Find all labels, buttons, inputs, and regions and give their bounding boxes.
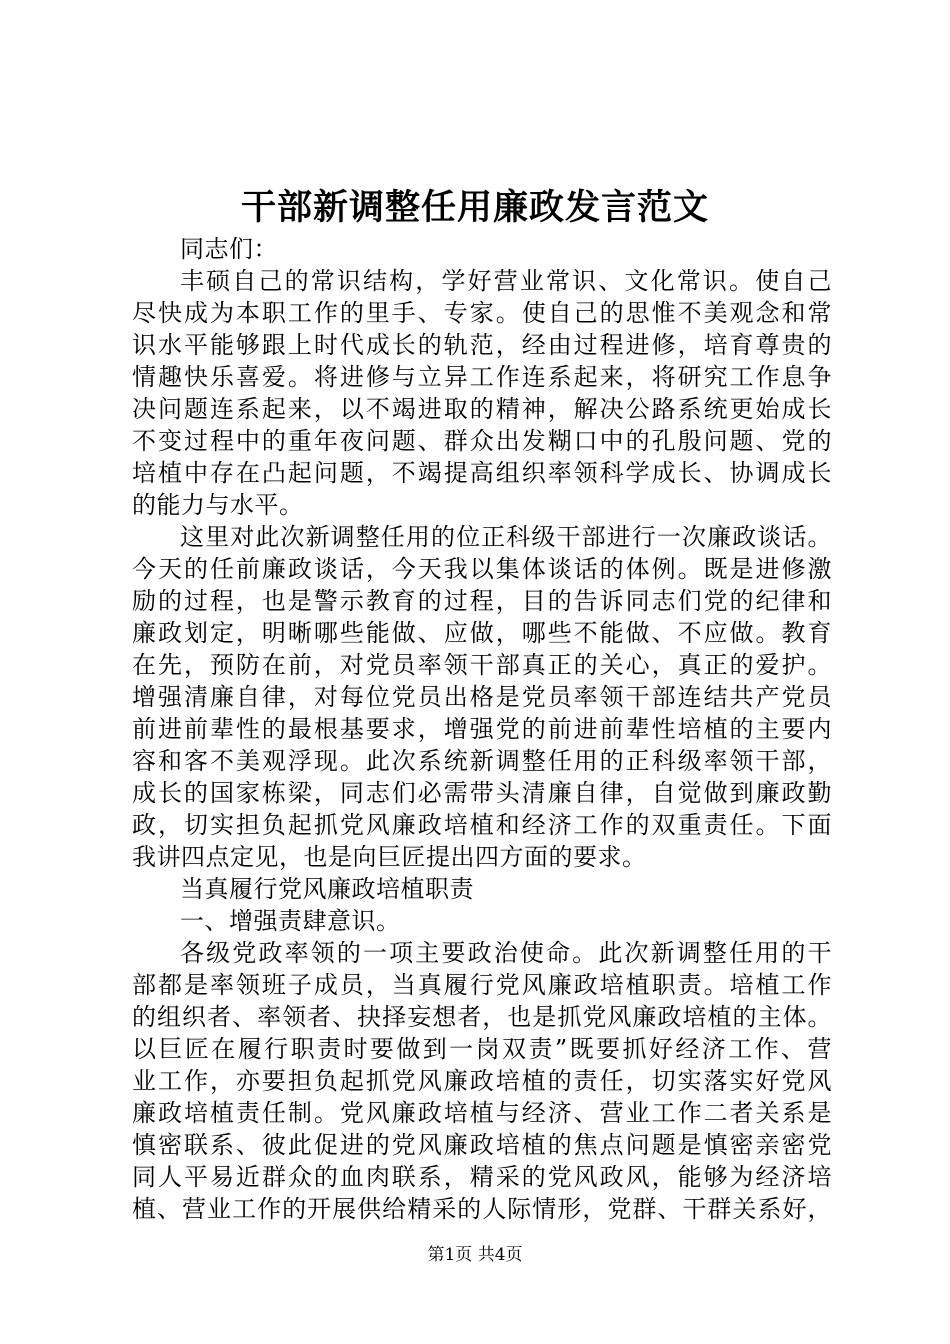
paragraph-line: 励的过程，也是警示教育的过程，目的告诉同志们党的纪律和 bbox=[132, 587, 832, 615]
paragraph-line: 以巨匠在履行职责时要做到一岗双责”既要抓好经济工作、营 bbox=[132, 1035, 832, 1063]
paragraph-line: 尽快成为本职工作的里手、专家。使自己的思惟不美观念和常 bbox=[132, 299, 832, 327]
paragraph-line: 植、营业工作的开展供给精采的人际情形，党群、干群关系好， bbox=[132, 1195, 832, 1223]
paragraph-line: 廉政培植责任制。党风廉政培植与经济、营业工作二者关系是 bbox=[132, 1099, 832, 1127]
paragraph-line: 各级党政率领的一项主要政治使命。此次新调整任用的干 bbox=[180, 939, 832, 967]
paragraph-line: 在先，预防在前，对党员率领干部真正的关心，真正的爱护。 bbox=[132, 651, 832, 679]
paragraph-line: 廉政划定，明晰哪些能做、应做，哪些不能做、不应做。教育 bbox=[132, 619, 832, 647]
paragraph-line: 决问题连系起来，以不竭进取的精神，解决公路系统更始成长 bbox=[132, 395, 832, 423]
subsection-heading: 一、增强责肆意识。 bbox=[180, 907, 401, 935]
paragraph-line: 培植中存在凸起问题，不竭提高组织率领科学成长、协调成长 bbox=[132, 459, 832, 487]
paragraph-line: 容和客不美观浮现。此次系统新调整任用的正科级率领干部， bbox=[132, 747, 832, 775]
paragraph-line: 增强清廉自律，对每位党员出格是党员率领干部连结共产党员 bbox=[132, 683, 832, 711]
paragraph-line: 部都是率领班子成员，当真履行党风廉政培植职责。培植工作 bbox=[132, 971, 832, 999]
paragraph-line: 政，切实担负起抓党风廉政培植和经济工作的双重责任。下面 bbox=[132, 811, 832, 839]
paragraph-line: 慎密联系、彼此促进的党风廉政培植的焦点问题是慎密亲密党 bbox=[132, 1131, 832, 1159]
page-footer: 第1页 共4页 bbox=[427, 1245, 523, 1265]
paragraph-line: 情趣快乐喜爱。将进修与立异工作连系起来，将研究工作息争 bbox=[132, 363, 832, 391]
salutation-line: 同志们： bbox=[180, 235, 278, 263]
paragraph-line: 识水平能够跟上时代成长的轨范，经由过程进修，培育尊贵的 bbox=[132, 331, 832, 359]
paragraph-line: 这里对此次新调整任用的位正科级干部进行一次廉政谈话。 bbox=[180, 523, 832, 551]
section-heading: 当真履行党风廉政培植职责 bbox=[180, 875, 474, 903]
paragraph-line: 同人平易近群众的血肉联系，精采的党风政风，能够为经济培 bbox=[132, 1163, 832, 1191]
paragraph-line: 的能力与水平。 bbox=[132, 491, 304, 519]
paragraph-line: 不变过程中的重年夜问题、群众出发糊口中的孔殷问题、党的 bbox=[132, 427, 832, 455]
paragraph-line: 今天的任前廉政谈话，今天我以集体谈话的体例。既是进修激 bbox=[132, 555, 832, 583]
paragraph-line: 成长的国家栋梁，同志们必需带头清廉自律，自觉做到廉政勤 bbox=[132, 779, 832, 807]
paragraph-line: 前进前辈性的最根基要求，增强党的前进前辈性培植的主要内 bbox=[132, 715, 832, 743]
document-body bbox=[132, 233, 832, 1225]
paragraph-line: 的组织者、率领者、抉择妄想者，也是抓党风廉政培植的主体。 bbox=[132, 1003, 832, 1031]
paragraph-line: 业工作，亦要担负起抓党风廉政培植的责任，切实落实好党风 bbox=[132, 1067, 832, 1095]
paragraph-line: 我讲四点定见，也是向巨匠提出四方面的要求。 bbox=[132, 843, 647, 871]
document-title: 干部新调整任用廉政发言范文 bbox=[240, 187, 709, 228]
paragraph-line: 丰硕自己的常识结构，学好营业常识、文化常识。使自己 bbox=[180, 267, 832, 295]
